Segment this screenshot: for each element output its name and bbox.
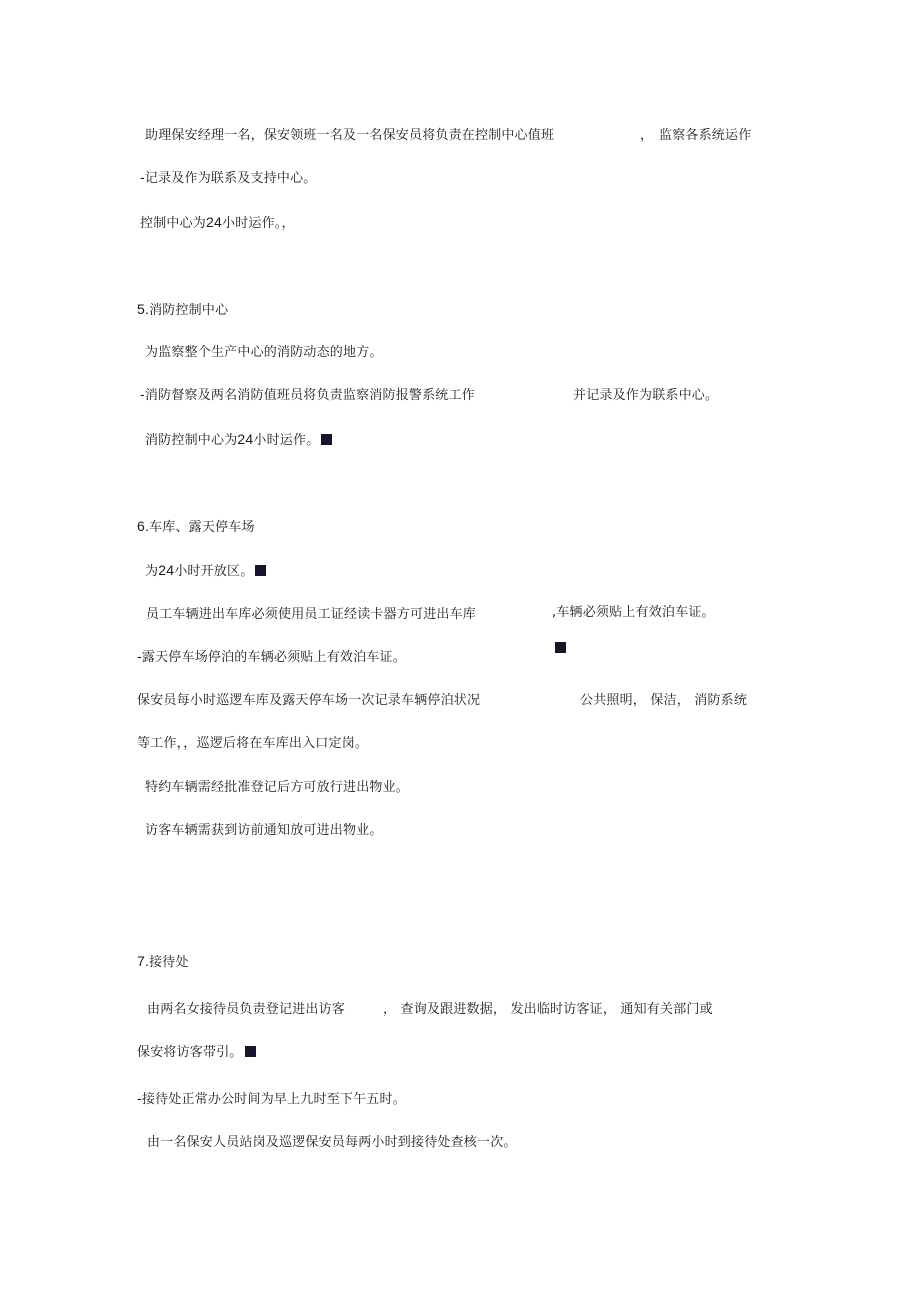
paragraph-line: [146, 606, 476, 624]
text: 并记录及作为联系中心。: [573, 388, 719, 403]
text: -接待处正常办公时间为早上九时至下午五时。: [137, 1092, 406, 1107]
text: 小时开放区。: [174, 564, 254, 579]
square-bullet-icon: [245, 1046, 256, 1057]
number: 24: [237, 431, 254, 447]
text: 由两名女接待员负责登记进出访客: [147, 1002, 346, 1017]
text: 消防控制中心为: [145, 433, 238, 448]
paragraph-line: [140, 387, 475, 405]
paragraph-line: [145, 430, 332, 450]
paragraph-line: [140, 213, 295, 233]
section-number: 7.: [137, 953, 150, 969]
paragraph-line: [145, 561, 266, 581]
paragraph-line: [137, 1091, 406, 1109]
paragraph-line: [145, 344, 383, 362]
number: 24: [206, 214, 222, 230]
text: 小时运作。，: [222, 216, 295, 231]
text: 访客车辆需获到访前通知放可进出物业。: [145, 823, 383, 838]
text: 员工车辆进出车库必须使用员工证经读卡器方可进出车库: [146, 607, 477, 622]
paragraph-line: [145, 779, 409, 797]
section-heading: [137, 952, 189, 972]
text: 由一名保安人员站岗及巡逻保安员每两小时到接待处查核一次。: [147, 1135, 517, 1150]
paragraph-line: [640, 127, 653, 145]
paragraph-line: [145, 127, 554, 145]
section-heading: [137, 300, 228, 320]
paragraph-line: [140, 170, 317, 188]
paragraph-line: [137, 1044, 256, 1062]
section-number: 6.: [137, 518, 150, 534]
text: 公共照明， 保洁， 消防系统: [580, 693, 748, 708]
paragraph-line: [137, 735, 368, 753]
square-bullet-icon: [255, 565, 266, 576]
text: 控制中心为: [140, 216, 207, 231]
text: -记录及作为联系及支持中心。: [140, 171, 317, 186]
section-title: 消防控制中心: [149, 303, 229, 318]
text: 特约车辆需经批准登记后方可放行进出物业。: [145, 780, 410, 795]
text: 为监察整个生产中心的消防动态的地方。: [145, 345, 383, 360]
paragraph-line: [147, 1134, 517, 1152]
text: 保安将访客带引。: [137, 1045, 243, 1060]
text: 为: [145, 564, 159, 579]
paragraph-line: [383, 1001, 713, 1019]
text: ，: [640, 128, 654, 143]
number: 24: [158, 562, 175, 578]
paragraph-line: [659, 127, 751, 145]
paragraph-line: [552, 604, 715, 622]
section-heading: [137, 517, 255, 537]
text: -消防督察及两名消防值班员将负责监察消防报警系统工作: [140, 388, 475, 403]
paragraph-line: [580, 692, 747, 710]
section-number: 5.: [137, 301, 150, 317]
text: -露天停车场停泊的车辆必须贴上有效泊车证。: [137, 650, 406, 665]
paragraph-line: [137, 649, 406, 667]
section-title: 车库、露天停车场: [149, 520, 255, 535]
square-bullet-icon: [555, 642, 566, 653]
text: 保安员每小时巡逻车库及露天停车场一次记录车辆停泊状况: [137, 693, 481, 708]
text: 助理保安经理一名，保安领班一名及一名保安员将负责在控制中心值班: [145, 128, 555, 143]
text: 等工作，，巡逻后将在车库出入口定岗。: [137, 736, 369, 751]
paragraph-line: [573, 387, 718, 405]
text: ， 查询及跟进数据， 发出临时访客证， 通知有关部门或: [383, 1002, 713, 1017]
section-title: 接待处: [149, 955, 189, 970]
square-bullet-icon: [321, 434, 332, 445]
text: 小时运作。: [253, 433, 320, 448]
text: 监察各系统运作: [659, 128, 752, 143]
paragraph-line: [137, 692, 480, 710]
paragraph-line: [147, 1001, 345, 1019]
text: ,车辆必须贴上有效泊车证。: [552, 605, 715, 620]
paragraph-line: [145, 822, 383, 840]
